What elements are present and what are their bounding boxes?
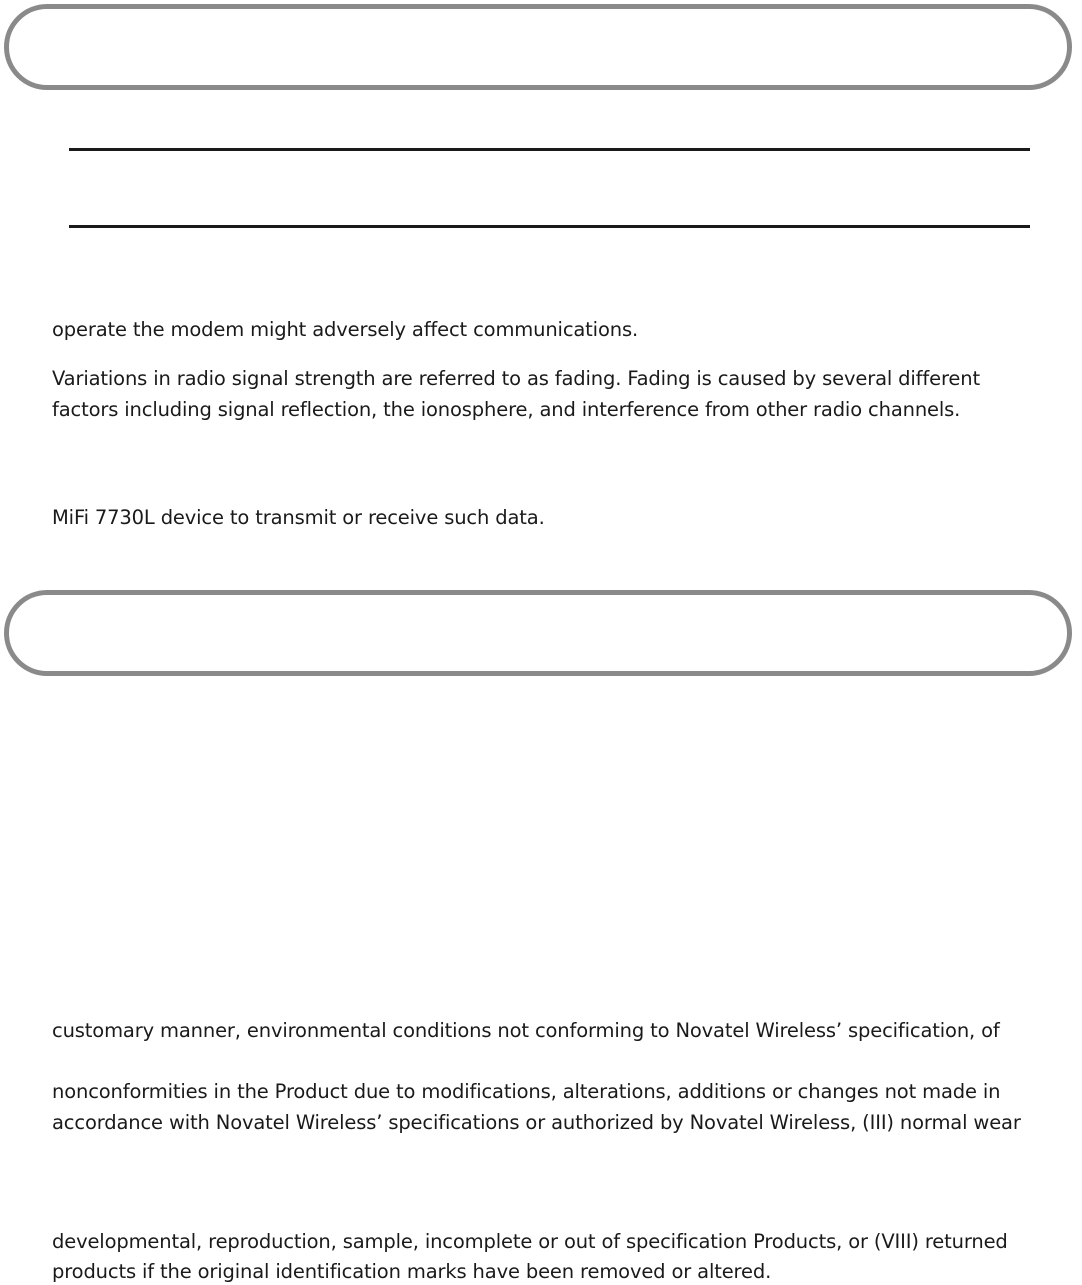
- section-header-box-top: [4, 4, 1072, 90]
- horizontal-rule-top: [69, 148, 1030, 151]
- text-line-developmental: developmental, reproduction, sample, incomplete or out of specification Products, or (VIII) returned: [52, 1230, 1008, 1253]
- text-line-nonconformities: nonconformities in the Product due to modifications, alterations, additions or changes not made in: [52, 1080, 1001, 1103]
- text-line-identification-marks: products if the original identification marks have been removed or altered.: [52, 1260, 772, 1283]
- text-line-fading-1: Variations in radio signal strength are referred to as fading. Fading is caused by several different: [52, 367, 980, 390]
- text-line-customary-manner: customary manner, environmental conditions not conforming to Novatel Wireless’ specification, of: [52, 1019, 1000, 1042]
- text-line-accordance: accordance with Novatel Wireless’ specifications or authorized by Novatel Wireless, (III) normal wear: [52, 1111, 1021, 1134]
- section-header-box-warranty: [4, 590, 1072, 676]
- text-line-mifi-device: MiFi 7730L device to transmit or receive such data.: [52, 506, 545, 529]
- text-line-communications: operate the modem might adversely affect communications.: [52, 318, 638, 341]
- horizontal-rule-bottom: [69, 225, 1030, 228]
- text-line-fading-2: factors including signal reflection, the ionosphere, and interference from other radio channels.: [52, 398, 961, 421]
